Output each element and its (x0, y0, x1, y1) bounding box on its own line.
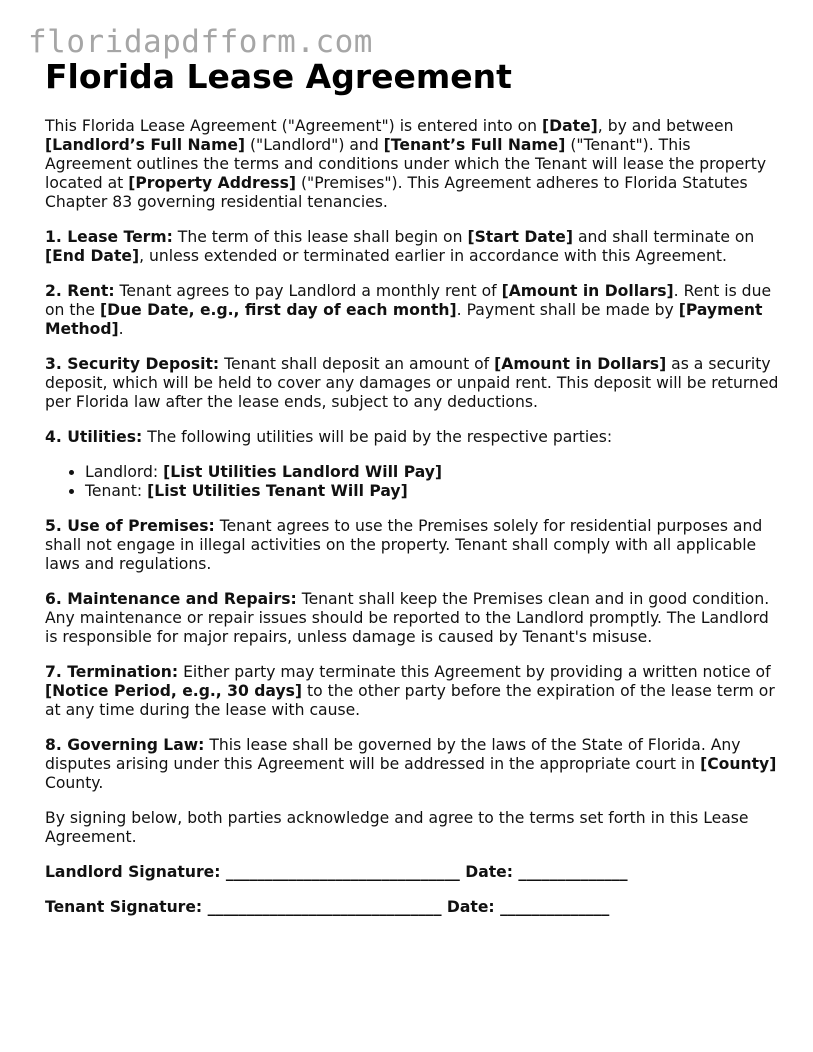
tenant-name-placeholder: [Tenant’s Full Name] (383, 136, 566, 154)
section-lease-term: 1. Lease Term: The term of this lease shall begin on [Start Date] and shall terminate on [End Date], unless extended or terminated earlier in accordance with this Agreement. (45, 228, 755, 265)
section-heading: 8. Governing Law: (45, 736, 205, 754)
landlord-signature-line: Landlord Signature: ______________________________ Date: ______________ (45, 863, 628, 881)
section-heading: 6. Maintenance and Repairs: (45, 590, 297, 608)
landlord-name-placeholder: [Landlord’s Full Name] (45, 136, 246, 154)
section-heading: 4. Utilities: (45, 428, 143, 446)
section-rent: 2. Rent: Tenant agrees to pay Landlord a monthly rent of [Amount in Dollars]. Rent is due on the [Due Date, e.g., first day of each month]. Payment shall be made by [Payment Method]. (45, 282, 772, 338)
site-watermark: floridapdfform.com (28, 24, 373, 60)
section-heading: 5. Use of Premises: (45, 517, 215, 535)
landlord-utilities-placeholder: [List Utilities Landlord Will Pay] (163, 463, 443, 481)
tenant-signature-line: Tenant Signature: ______________________________ Date: ______________ (45, 898, 610, 916)
section-use-of-premises: 5. Use of Premises: Tenant agrees to use the Premises solely for residential purposes and shall not engage in illegal activities on the property. Tenant shall comply with all applicable laws and regulations. (45, 517, 763, 573)
section-heading: 2. Rent: (45, 282, 115, 300)
start-date-placeholder: [Start Date] (467, 228, 573, 246)
deposit-amount-placeholder: [Amount in Dollars] (494, 355, 667, 373)
section-heading: 1. Lease Term: (45, 228, 173, 246)
date-placeholder: [Date] (542, 117, 598, 135)
notice-period-placeholder: [Notice Period, e.g., 30 days] (45, 682, 303, 700)
payment-method-placeholder: [Payment Method] (45, 301, 763, 338)
list-item: • Landlord: [List Utilities Landlord Will Pay] (85, 463, 780, 482)
section-heading: 3. Security Deposit: (45, 355, 220, 373)
closing-paragraph: By signing below, both parties acknowledge and agree to the terms set forth in this Lease Agreement. (45, 809, 749, 846)
section-governing-law: 8. Governing Law: This lease shall be governed by the laws of the State of Florida. Any disputes arising under this Agreement will be addressed in the appropriate court in [County] County. (45, 736, 777, 792)
section-maintenance: 6. Maintenance and Repairs: Tenant shall keep the Premises clean and in good condition. Any maintenance or repair issues should be reported to the Landlord promptly. The Landlord is responsible for major repairs, unless damage is caused by Tenant's misuse. (45, 590, 770, 646)
property-address-placeholder: [Property Address] (128, 174, 296, 192)
end-date-placeholder: [End Date] (45, 247, 140, 265)
county-placeholder: [County] (700, 755, 777, 773)
list-item: • Tenant: [List Utilities Tenant Will Pay] (85, 482, 780, 501)
utilities-list (45, 463, 780, 501)
section-security-deposit: 3. Security Deposit: Tenant shall deposit an amount of [Amount in Dollars] as a security deposit, which will be held to cover any damages or unpaid rent. This deposit will be returned per Florida law after the lease ends, subject to any deductions. (45, 355, 779, 411)
tenant-utilities-placeholder: [List Utilities Tenant Will Pay] (147, 482, 408, 500)
rent-amount-placeholder: [Amount in Dollars] (501, 282, 674, 300)
document-title: Florida Lease Agreement (45, 57, 512, 96)
section-termination: 7. Termination: Either party may terminate this Agreement by providing a written notice of [Notice Period, e.g., 30 days] to the other party before the expiration of the lease term or at any time during the lease with cause. (45, 663, 775, 719)
intro-paragraph: This Florida Lease Agreement ("Agreement") is entered into on [Date], by and between [Landlord’s Full Name] ("Landlord") and [Tenant’s Full Name] ("Tenant"). This Agreement outlines the terms and conditions under which the Tenant will lease the property located at [Property Address] ("Premises"). This Agreement adheres to Florida Statutes Chapter 83 governing residential tenancies. (45, 117, 767, 211)
due-date-placeholder: [Due Date, e.g., first day of each month] (99, 301, 457, 319)
section-heading: 7. Termination: (45, 663, 179, 681)
agreement-body (45, 117, 780, 933)
section-utilities: 4. Utilities: The following utilities will be paid by the respective parties: (45, 428, 613, 446)
